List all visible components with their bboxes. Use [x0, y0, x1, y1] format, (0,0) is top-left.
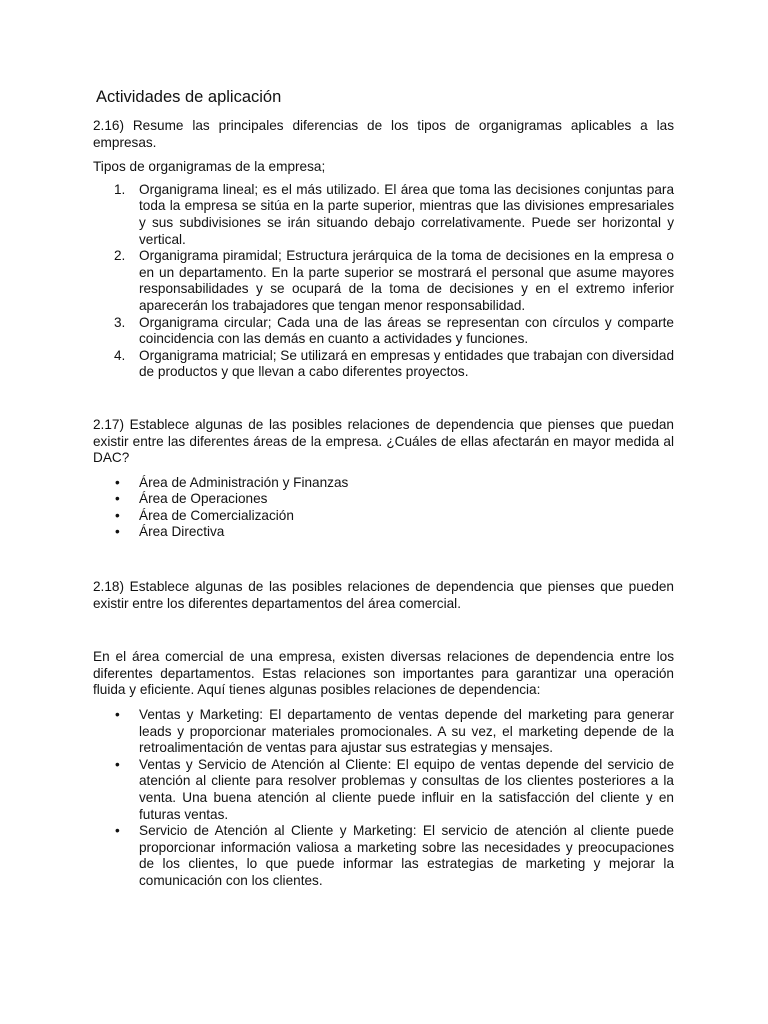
list-item: [93, 823, 674, 889]
list-item-number: 2.: [114, 248, 126, 264]
list-item: [93, 475, 674, 492]
list-item-text: Área de Operaciones: [139, 491, 268, 507]
list-item: [93, 182, 674, 248]
list-item-text: Organigrama lineal; es el más utilizado. El área que toma las decisiones conjuntas para toda la empresa se sitúa en la parte superior, mientras que las divisiones empresariales y sus subdivisiones se irán situando debajo correlativamente. Puede ser horizontal y vertical.: [139, 181, 674, 247]
organigram-types-list: [93, 182, 674, 381]
list-item: [93, 707, 674, 757]
bullet-icon: •: [115, 823, 120, 839]
question-2-16: 2.16) Resume las principales diferencias de los tipos de organigramas aplicables a las empresas.: [93, 118, 674, 150]
bullet-icon: •: [115, 756, 120, 772]
page-title: Actividades de aplicación: [96, 88, 282, 106]
list-item-text: Área de Comercialización: [139, 507, 294, 523]
bullet-icon: •: [115, 707, 120, 723]
list-item-text: Organigrama piramidal; Estructura jerárquica de la toma de decisiones en la empresa o en un departamento. En la parte superior se mostrará el personal que asume mayores responsabilidades y se ocupará de la toma de decisiones y en el extremo inferior aparecerán los trabajadores que tengan menor responsabilidad.: [139, 248, 674, 313]
list-item-text: Ventas y Marketing: El departamento de ventas depende del marketing para generar leads y proporcionar materiales promocionales. A su vez, el marketing depende de la retroalimentación de ventas para ajustar sus estrategias y mensajes.: [139, 707, 674, 756]
list-item: [93, 524, 674, 541]
bullet-icon: •: [115, 507, 120, 523]
list-item: [93, 248, 674, 314]
bullet-icon: •: [115, 491, 120, 507]
list-item-text: Área de Administración y Finanzas: [139, 474, 349, 490]
question-2-18-intro: En el área comercial de una empresa, existen diversas relaciones de dependencia entre los diferentes departamentos. Estas relaciones son importantes para garantizar una operación fluida y eficiente. Aquí tienes algunas posibles relaciones de dependencia:: [93, 649, 674, 698]
list-item: [93, 491, 674, 508]
question-2-17: 2.17) Establece algunas de las posibles relaciones de dependencia que pienses que puedan existir entre las diferentes áreas de la empresa. ¿Cuáles de ellas afectarán en mayor medida al DAC?: [93, 416, 674, 466]
list-item: [93, 757, 674, 823]
dependency-relations-list: [93, 707, 674, 890]
list-item: [93, 315, 674, 348]
list-item-text: Servicio de Atención al Cliente y Marketing: El servicio de atención al cliente puede proporcionar información valiosa a marketing sobre las necesidades y preocupaciones de los clientes, lo que puede informar las estrategias de marketing y mejorar la comunicación con los clientes.: [139, 823, 674, 888]
question-2-16-intro: Tipos de organigramas de la empresa;: [93, 159, 326, 175]
list-item-number: 1.: [114, 181, 126, 197]
list-item-text: Ventas y Servicio de Atención al Cliente: El equipo de ventas depende del servicio de atención al cliente para resolver problemas y consultas de los clientes posteriores a la venta. Una buena atención al cliente puede influir en la satisfacción del cliente y en futuras ventas.: [139, 756, 674, 822]
list-item-number: 3.: [114, 314, 126, 330]
list-item-text: Organigrama circular; Cada una de las áreas se representan con círculos y comparte coincidencia con las demás en cuanto a actividades y funciones.: [139, 314, 674, 347]
list-item: [93, 508, 674, 525]
list-item-text: Organigrama matricial; Se utilizará en empresas y entidades que trabajan con diversidad de productos y que llevan a cabo diferentes proyectos.: [139, 347, 674, 380]
question-2-18: 2.18) Establece algunas de las posibles relaciones de dependencia que pienses que pueden existir entre los diferentes departamentos del área comercial.: [93, 579, 674, 611]
list-item-number: 4.: [114, 347, 126, 363]
bullet-icon: •: [115, 474, 120, 490]
company-areas-list: [93, 475, 674, 541]
bullet-icon: •: [115, 524, 120, 540]
list-item: [93, 348, 674, 381]
list-item-text: Área Directiva: [139, 524, 225, 540]
document-content: [93, 86, 674, 890]
